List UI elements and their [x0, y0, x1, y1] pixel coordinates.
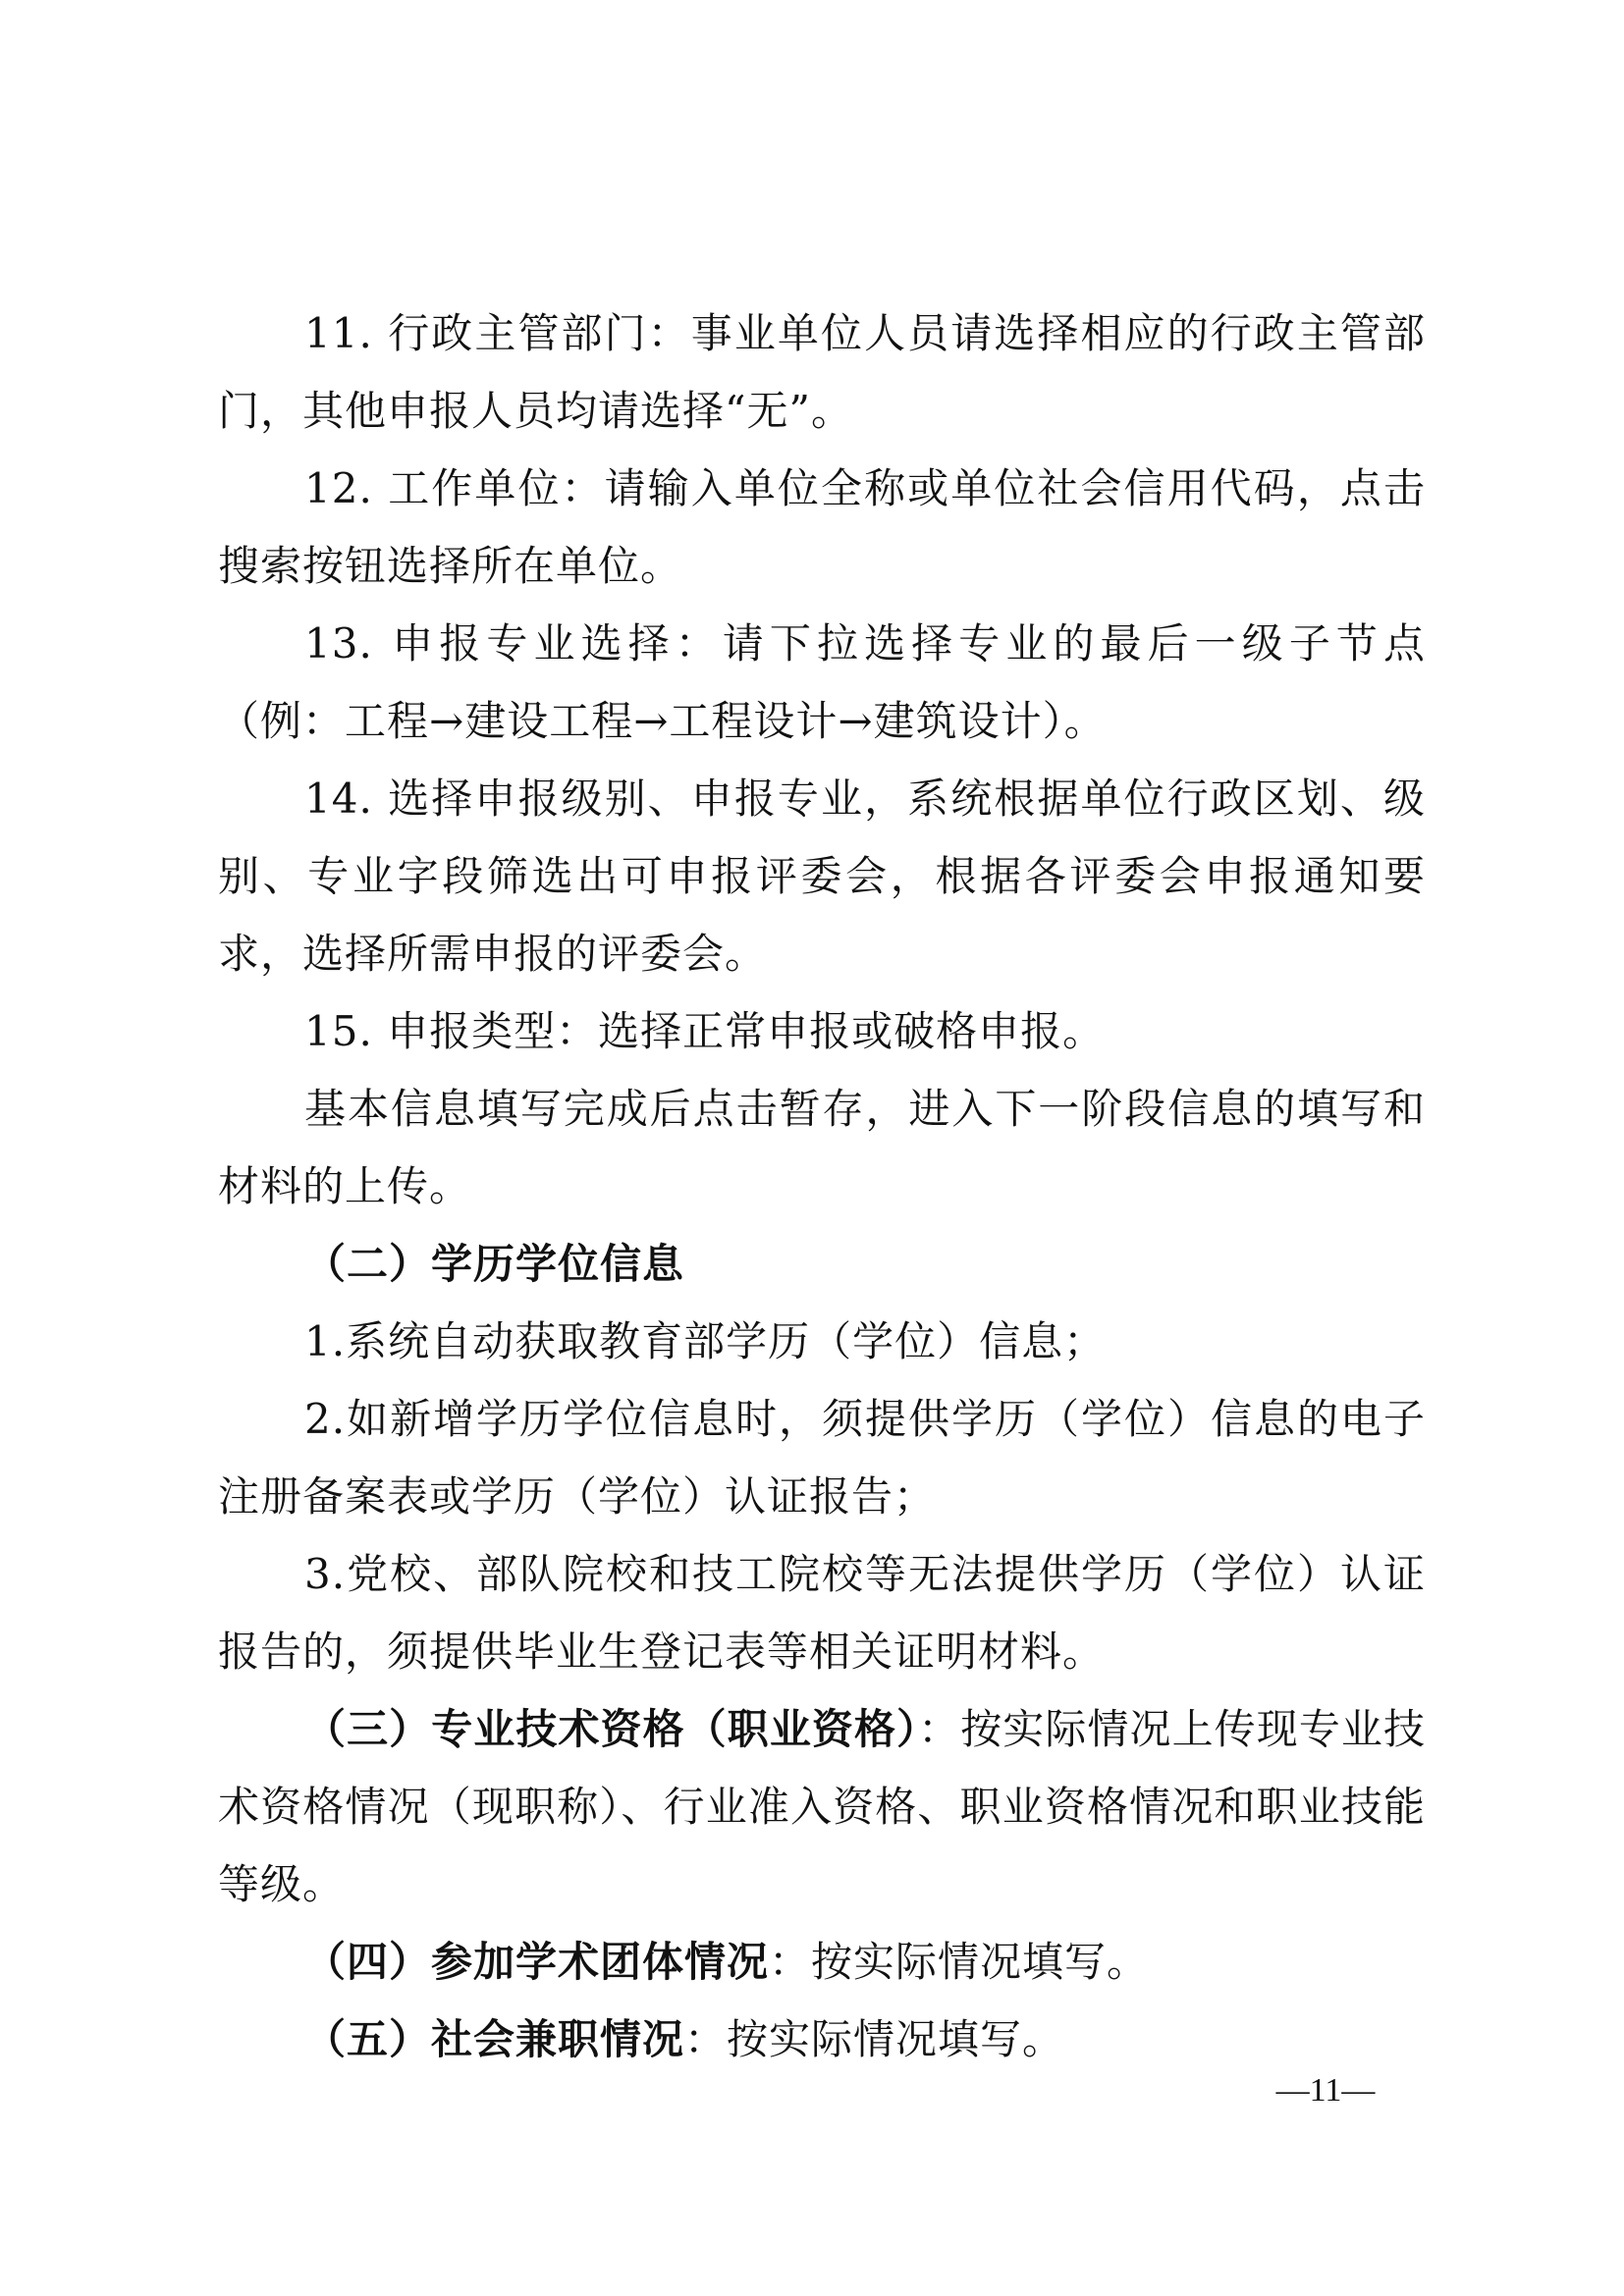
section-professional-qualification	[218, 1690, 1426, 1923]
section-academic-groups	[218, 1923, 1426, 2001]
paragraph-text: ：按实际情况填写。	[684, 2015, 1065, 2063]
section-heading: （五）社会兼职情况	[304, 2015, 685, 2063]
paragraph-education-3	[218, 1535, 1426, 1690]
paragraph-text: 15. 申报类型：选择正常申报或破格申报。	[304, 1007, 1106, 1055]
paragraph-11	[218, 294, 1426, 450]
paragraph-text: 11. 行政主管部门：事业单位人员请选择相应的行政主管部门，其他申报人员均请选择“无”。	[218, 309, 1426, 435]
document-body	[218, 294, 1426, 2078]
paragraph-text: 14. 选择申报级别、申报专业，系统根据单位行政区划、级别、专业字段筛选出可申报评委会，根据各评委会申报通知要求，选择所需申报的评委会。	[218, 774, 1426, 978]
paragraph-education-1	[218, 1303, 1426, 1380]
paragraph-text: 3.党校、部队院校和技工院校等无法提供学历（学位）认证报告的，须提供毕业生登记表等相关证明材料。	[218, 1550, 1426, 1676]
section-heading: （四）参加学术团体情况	[304, 1938, 770, 1986]
paragraph-basic-info-note	[218, 1070, 1426, 1225]
paragraph-education-2	[218, 1380, 1426, 1535]
paragraph-text: ：按实际情况填写。	[769, 1938, 1150, 1986]
section-part-time-jobs	[218, 2001, 1426, 2078]
paragraph-text: 基本信息填写完成后点击暂存，进入下一阶段信息的填写和材料的上传。	[218, 1085, 1426, 1210]
paragraph-text: 13. 申报专业选择：请下拉选择专业的最后一级子节点（例：工程→建设工程→工程设计→建筑设计）。	[218, 619, 1426, 745]
section-heading: （二）学历学位信息	[304, 1240, 685, 1288]
section-heading: （三）专业技术资格（职业资格）	[304, 1705, 919, 1753]
page-number: —11—	[1275, 2072, 1376, 2109]
paragraph-14	[218, 760, 1426, 992]
paragraph-12	[218, 450, 1426, 605]
paragraph-text: 12. 工作单位：请输入单位全称或单位社会信用代码，点击搜索按钮选择所在单位。	[218, 464, 1426, 590]
section-heading-education	[218, 1225, 1426, 1303]
paragraph-text: 1.系统自动获取教育部学历（学位）信息；	[304, 1317, 1107, 1365]
paragraph-13	[218, 605, 1426, 760]
paragraph-15	[218, 992, 1426, 1070]
paragraph-text: ：按实际情况上传现专业技术资格情况（现职称）、行业准入资格、职业资格情况和职业技能等级。	[218, 1705, 1426, 1908]
paragraph-text: 2.如新增学历学位信息时，须提供学历（学位）信息的电子注册备案表或学历（学位）认证报告；	[218, 1395, 1426, 1521]
